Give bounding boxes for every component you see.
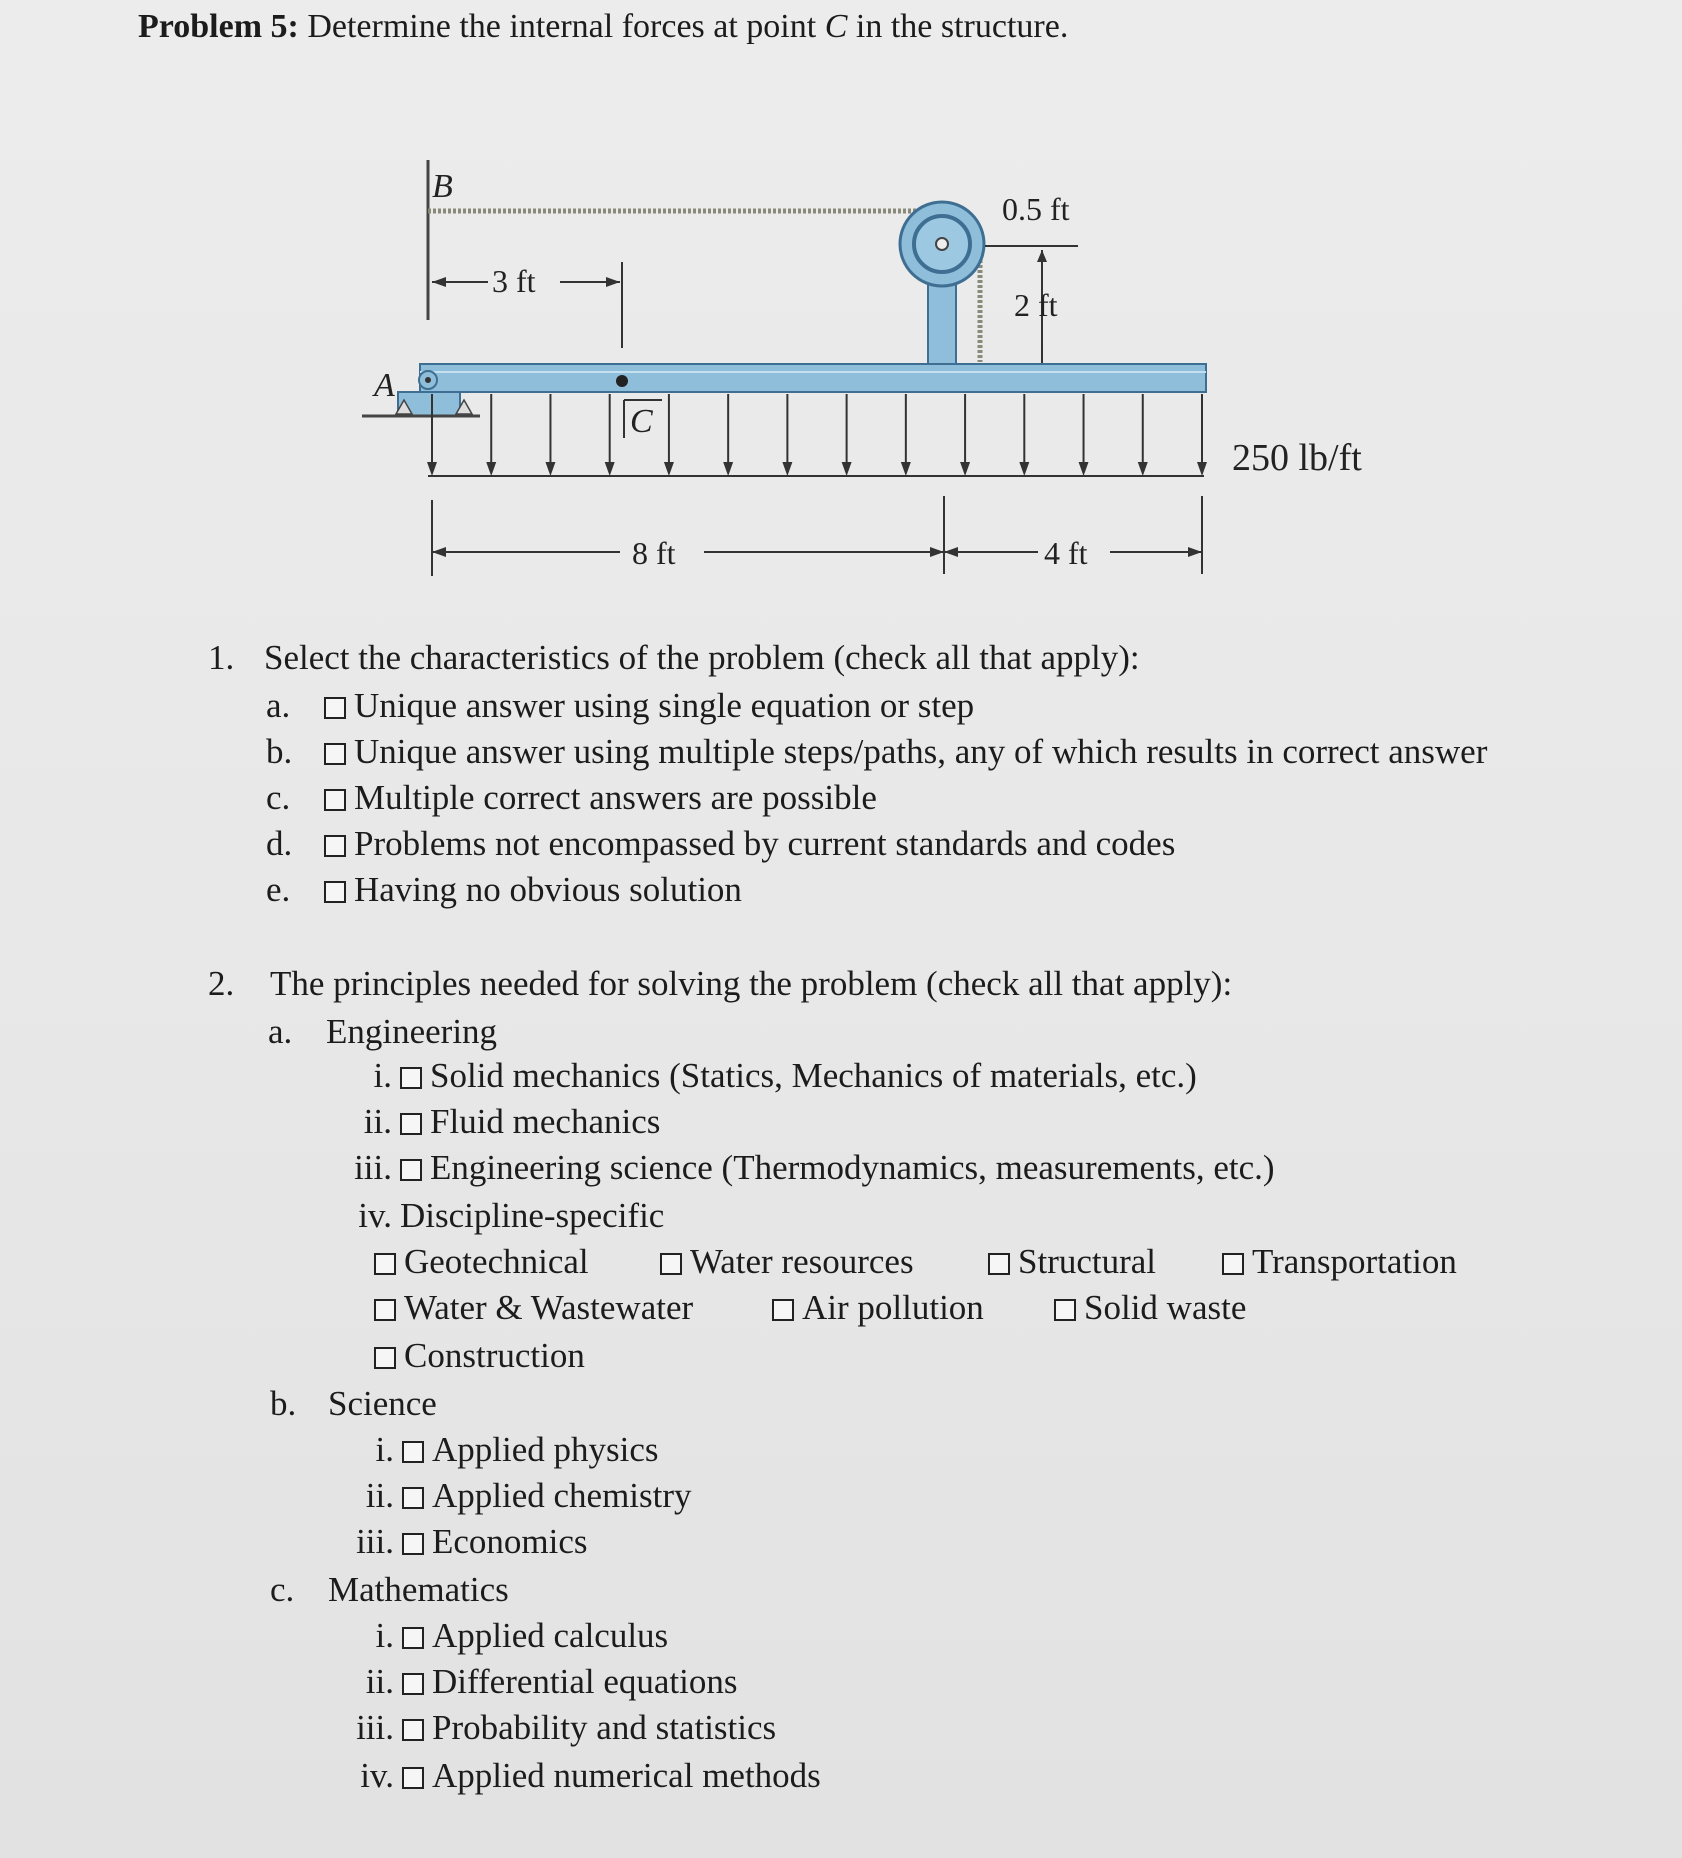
discipline-structural-label: Structural xyxy=(1018,1242,1157,1281)
q2-sci-item-i-label: Applied physics xyxy=(432,1430,659,1469)
q1-option-d-marker: d. xyxy=(266,824,293,863)
q2-math-item-iv-checkbox[interactable] xyxy=(402,1767,424,1789)
q1-prompt xyxy=(208,640,1140,675)
discipline-transportation-label: Transportation xyxy=(1252,1242,1457,1281)
discipline-geotechnical-checkbox[interactable] xyxy=(374,1253,396,1275)
q2-eng-discipline-heading xyxy=(330,1198,664,1233)
q2-math-item-iii-marker: iii. xyxy=(356,1708,394,1747)
load-arrow-head xyxy=(782,462,792,476)
q2-prompt xyxy=(208,966,1232,1001)
dim-2ft: 2 ft xyxy=(1014,287,1058,323)
discipline-air-pollution-label: Air pollution xyxy=(802,1288,984,1327)
q1-option-e-checkbox[interactable] xyxy=(324,881,346,903)
dim-8ft-arrow-right xyxy=(930,547,944,557)
dim-0-5ft: 0.5 ft xyxy=(1002,191,1070,227)
pulley-hub xyxy=(936,238,948,250)
q2-eng-item-i-marker: i. xyxy=(373,1056,392,1095)
discipline-solid-waste-label: Solid waste xyxy=(1084,1288,1247,1327)
q2-sci-item-ii xyxy=(332,1478,692,1513)
q1-option-c-marker: c. xyxy=(266,778,291,817)
q2-math-label: Mathematics xyxy=(328,1570,509,1609)
load-arrow-head xyxy=(960,462,970,476)
discipline-water-wastewater-label: Water & Wastewater xyxy=(404,1288,694,1327)
discipline-water-resources-checkbox[interactable] xyxy=(660,1253,682,1275)
q1-option-e-marker: e. xyxy=(266,870,291,909)
load-arrow-head xyxy=(1138,462,1148,476)
structure-figure xyxy=(0,0,1682,620)
q2-eng-item-ii xyxy=(330,1104,660,1139)
discipline-water-resources-label: Water resources xyxy=(690,1242,914,1281)
q2-eng-item-ii-marker: ii. xyxy=(363,1102,392,1141)
pin-A-center xyxy=(425,377,431,383)
q1-option-a-label: Unique answer using single equation or step xyxy=(354,686,975,725)
discipline-geotechnical-label: Geotechnical xyxy=(404,1242,589,1281)
discipline-structural-checkbox[interactable] xyxy=(988,1253,1010,1275)
q1-option-a xyxy=(266,688,974,723)
q1-option-c xyxy=(266,780,877,815)
discipline-water-wastewater xyxy=(374,1290,693,1325)
q1-prompt-text: Select the characteristics of the problem (check all that apply): xyxy=(264,638,1140,677)
q2-eng-item-iii xyxy=(330,1150,1275,1185)
q2-sci-item-ii-label: Applied chemistry xyxy=(432,1476,692,1515)
discipline-air-pollution xyxy=(772,1290,984,1325)
load-arrow-head xyxy=(1079,462,1089,476)
q2-science-label: Science xyxy=(328,1384,437,1423)
q2-math-item-iii xyxy=(332,1710,776,1745)
discipline-transportation xyxy=(1222,1244,1457,1279)
load-arrows xyxy=(427,394,1207,476)
q2-math-item-ii-label: Differential equations xyxy=(432,1662,738,1701)
q2-eng-item-iii-checkbox[interactable] xyxy=(400,1159,422,1181)
q2-math-item-iv-label: Applied numerical methods xyxy=(432,1756,821,1795)
q2-science-heading xyxy=(270,1386,437,1421)
dim-2ft-arrow-top xyxy=(1037,250,1047,262)
discipline-construction-checkbox[interactable] xyxy=(374,1347,396,1369)
q2-math-item-iii-label: Probability and statistics xyxy=(432,1708,777,1747)
q2-sci-item-iii-label: Economics xyxy=(432,1522,588,1561)
q2-sci-item-iii-checkbox[interactable] xyxy=(402,1533,424,1555)
q2-sci-item-i xyxy=(332,1432,659,1467)
q1-option-b-checkbox[interactable] xyxy=(324,743,346,765)
problem-text-post: in the structure. xyxy=(847,8,1069,45)
q2-sci-item-iii xyxy=(332,1524,588,1559)
q2-math-heading xyxy=(270,1572,509,1607)
q1-option-d-checkbox[interactable] xyxy=(324,835,346,857)
discipline-transportation-checkbox[interactable] xyxy=(1222,1253,1244,1275)
q2-math-item-iii-checkbox[interactable] xyxy=(402,1719,424,1741)
q1-option-d xyxy=(266,826,1175,861)
q1-option-a-checkbox[interactable] xyxy=(324,697,346,719)
discipline-solid-waste-checkbox[interactable] xyxy=(1054,1299,1076,1321)
load-arrow-head xyxy=(842,462,852,476)
q1-option-b xyxy=(266,734,1487,769)
q2-eng-item-iii-label: Engineering science (Thermodynamics, measurements, etc.) xyxy=(430,1148,1275,1187)
discipline-structural xyxy=(988,1244,1156,1279)
q2-eng-item-i-checkbox[interactable] xyxy=(400,1067,422,1089)
load-arrow-head xyxy=(723,462,733,476)
q2-math-item-iv-marker: iv. xyxy=(360,1756,394,1795)
load-arrow-head xyxy=(901,462,911,476)
dim-3ft-arrow-left xyxy=(432,277,446,287)
q1-option-e-label: Having no obvious solution xyxy=(354,870,742,909)
load-arrow-head xyxy=(545,462,555,476)
q2-sci-item-ii-checkbox[interactable] xyxy=(402,1487,424,1509)
load-arrow-head xyxy=(1019,462,1029,476)
dim-8ft: 8 ft xyxy=(632,535,676,571)
dim-4ft-arrow-left xyxy=(944,547,958,557)
q2-math-item-i-checkbox[interactable] xyxy=(402,1627,424,1649)
q1-option-d-label: Problems not encompassed by current standards and codes xyxy=(354,824,1176,863)
load-arrow-head xyxy=(427,462,437,476)
q2-math-item-i-marker: i. xyxy=(375,1616,394,1655)
q2-math-marker: c. xyxy=(270,1570,295,1609)
point-C-dot xyxy=(616,375,628,387)
q1-option-c-checkbox[interactable] xyxy=(324,789,346,811)
q2-math-item-i xyxy=(332,1618,668,1653)
beam xyxy=(420,364,1206,392)
dim-4ft-arrow-right xyxy=(1188,547,1202,557)
load-label: 250 lb/ft xyxy=(1232,437,1362,479)
label-B: B xyxy=(432,168,453,205)
q2-sci-item-i-checkbox[interactable] xyxy=(402,1441,424,1463)
q2-number: 2. xyxy=(208,964,235,1003)
q1-option-b-marker: b. xyxy=(266,732,293,771)
dim-3ft: 3 ft xyxy=(492,263,536,299)
dim-3ft-arrow-right xyxy=(606,277,620,287)
q2-math-item-ii xyxy=(332,1664,738,1699)
q2-math-item-ii-checkbox[interactable] xyxy=(402,1673,424,1695)
load-arrow-head xyxy=(605,462,615,476)
problem-text-pre: Determine the internal forces at point xyxy=(307,8,825,45)
discipline-geotechnical xyxy=(374,1244,589,1279)
load-arrow-head xyxy=(486,462,496,476)
q2-eng-discipline-label: Discipline-specific xyxy=(400,1196,665,1235)
q2-science-marker: b. xyxy=(270,1384,297,1423)
load-arrow-head xyxy=(664,462,674,476)
discipline-water-resources xyxy=(660,1244,914,1279)
dim-4ft: 4 ft xyxy=(1044,535,1088,571)
discipline-solid-waste xyxy=(1054,1290,1246,1325)
q1-option-a-marker: a. xyxy=(266,686,291,725)
discipline-air-pollution-checkbox[interactable] xyxy=(772,1299,794,1321)
discipline-water-wastewater-checkbox[interactable] xyxy=(374,1299,396,1321)
load-arrow-head xyxy=(1197,462,1207,476)
q1-option-c-label: Multiple correct answers are possible xyxy=(354,778,877,817)
q2-engineering-label: Engineering xyxy=(326,1012,498,1051)
q2-sci-item-ii-marker: ii. xyxy=(365,1476,394,1515)
q2-eng-item-iii-marker: iii. xyxy=(354,1148,392,1187)
q2-eng-item-i-label: Solid mechanics (Statics, Mechanics of materials, etc.) xyxy=(430,1056,1197,1095)
q2-eng-item-ii-checkbox[interactable] xyxy=(400,1113,422,1135)
q2-math-item-ii-marker: ii. xyxy=(365,1662,394,1701)
q2-eng-item-ii-label: Fluid mechanics xyxy=(430,1102,661,1141)
label-C: C xyxy=(630,403,653,440)
problem-point: C xyxy=(824,8,848,45)
q2-eng-item-i xyxy=(330,1058,1197,1093)
discipline-construction xyxy=(374,1338,585,1373)
q2-sci-item-iii-marker: iii. xyxy=(356,1522,394,1561)
q2-eng-discipline-marker: iv. xyxy=(358,1196,392,1235)
q2-sci-item-i-marker: i. xyxy=(375,1430,394,1469)
q2-engineering-marker: a. xyxy=(268,1012,293,1051)
q2-prompt-text: The principles needed for solving the problem (check all that apply): xyxy=(270,964,1233,1003)
discipline-construction-label: Construction xyxy=(404,1336,585,1375)
problem-label: Problem 5: xyxy=(138,8,299,45)
dim-8ft-arrow-left xyxy=(432,547,446,557)
q1-number: 1. xyxy=(208,638,235,677)
label-A: A xyxy=(374,367,395,404)
q1-option-e xyxy=(266,872,742,907)
q2-engineering-heading xyxy=(268,1014,497,1049)
q1-option-b-label: Unique answer using multiple steps/paths, any of which results in correct answer xyxy=(354,732,1488,771)
q2-math-item-iv xyxy=(332,1758,821,1793)
q2-math-item-i-label: Applied calculus xyxy=(432,1616,669,1655)
